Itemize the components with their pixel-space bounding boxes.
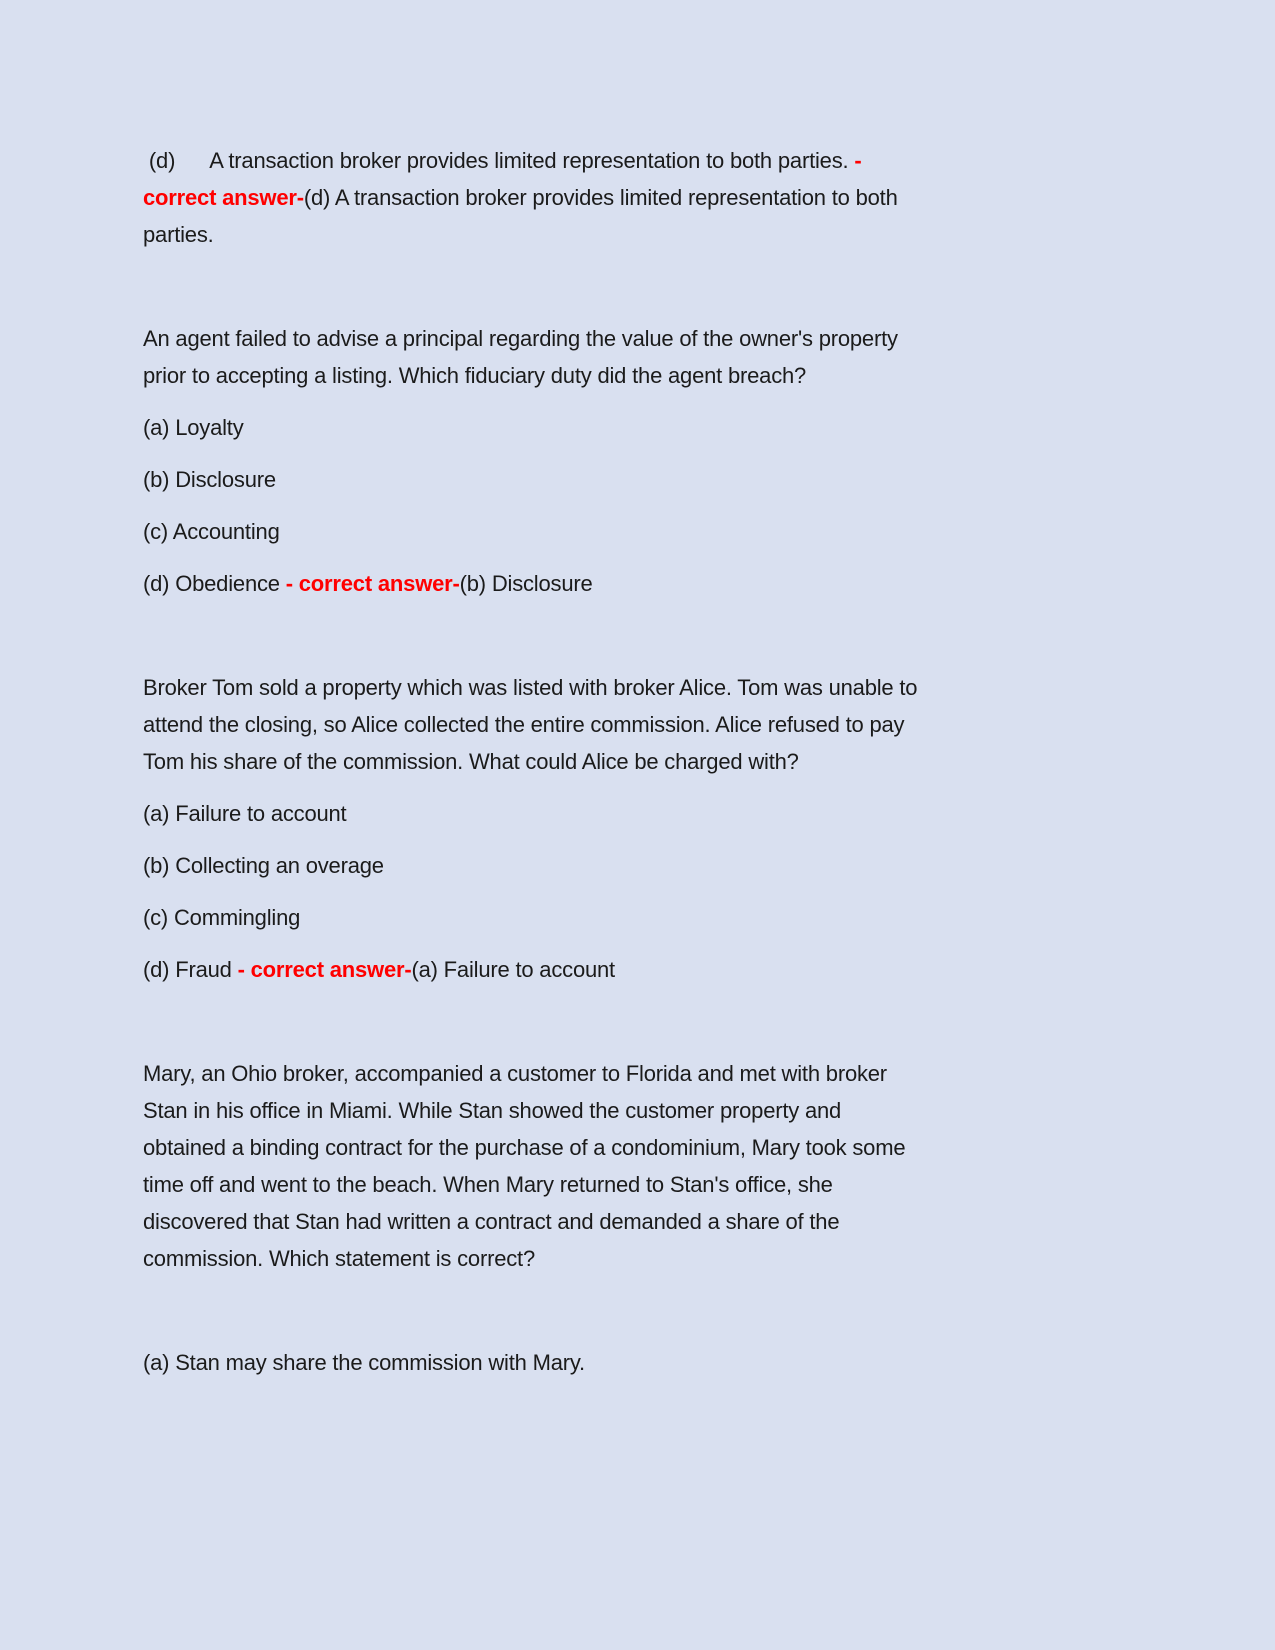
carryover-answer-block	[143, 142, 1135, 253]
correct-answer-dash: -	[854, 148, 862, 173]
question-1-line-2: prior to accepting a listing. Which fiduciary duty did the agent breach?	[143, 363, 807, 388]
question-2-option-c: (c) Commingling	[143, 905, 301, 930]
question-1-text	[143, 320, 1135, 394]
blank-line	[143, 617, 1135, 654]
option-d-text: (d) Obedience	[143, 571, 286, 596]
question-3-line-3: obtained a binding contract for the purchase of a condominium, Mary took some	[143, 1135, 906, 1160]
option-d-text: (d) Fraud	[143, 957, 238, 982]
question-3-option-a: (a) Stan may share the commission with Mary.	[143, 1350, 585, 1375]
correct-answer-label: - correct answer-	[237, 957, 412, 982]
carryover-line-1	[143, 142, 1135, 179]
option-letter: (d)	[143, 148, 176, 173]
option-text: A transaction broker provides limited representation to both parties.	[209, 148, 855, 173]
question-2-line-1: Broker Tom sold a property which was listed with broker Alice. Tom was unable to	[143, 675, 918, 700]
carryover-line-3	[143, 216, 1135, 253]
question-2-line-3: Tom his share of the commission. What could Alice be charged with?	[143, 749, 799, 774]
question-2-option-d	[143, 951, 1135, 988]
question-1-option-a: (a) Loyalty	[143, 415, 244, 440]
correct-answer-label: correct answer-	[143, 185, 304, 210]
question-1-option-c: (c) Accounting	[143, 519, 280, 544]
answer-text: (d) A transaction broker provides limited representation to both	[303, 185, 898, 210]
question-3-text	[143, 1055, 1135, 1277]
question-1-answer: (b) Disclosure	[459, 571, 593, 596]
question-1-line-1: An agent failed to advise a principal regarding the value of the owner's property	[143, 326, 898, 351]
blank-line	[143, 1292, 1135, 1329]
question-2-text	[143, 669, 1135, 780]
question-3-line-5: discovered that Stan had written a contract and demanded a share of the	[143, 1209, 840, 1234]
question-1-option-d	[143, 565, 1135, 602]
blank-line	[143, 268, 1135, 305]
question-3-line-1: Mary, an Ohio broker, accompanied a customer to Florida and met with broker	[143, 1061, 887, 1086]
question-2-option-a: (a) Failure to account	[143, 801, 347, 826]
question-2-option-b: (b) Collecting an overage	[143, 853, 384, 878]
question-1-option-b: (b) Disclosure	[143, 467, 276, 492]
carryover-line-2	[143, 179, 1135, 216]
answer-text-continued: parties.	[143, 222, 214, 247]
question-3-line-2: Stan in his office in Miami. While Stan showed the customer property and	[143, 1098, 842, 1123]
question-3-line-6: commission. Which statement is correct?	[143, 1246, 535, 1271]
blank-line	[143, 1003, 1135, 1040]
question-3-line-4: time off and went to the beach. When Mary returned to Stan's office, she	[143, 1172, 833, 1197]
question-2-line-2: attend the closing, so Alice collected the entire commission. Alice refused to pay	[143, 712, 905, 737]
question-2-answer: (a) Failure to account	[411, 957, 615, 982]
correct-answer-label: - correct answer-	[285, 571, 460, 596]
